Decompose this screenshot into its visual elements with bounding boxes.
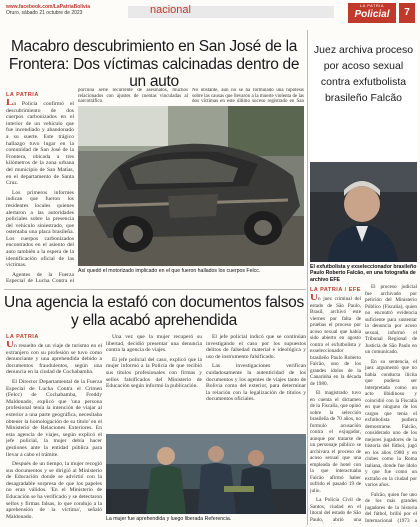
article1-paragraph: porcuna serie recurrente de asesinatos, muchos relacionados con ajustes de cuentas vinculadas al narcotráfico. [78,88,188,104]
arrest-photo [106,434,306,514]
article1-paragraph: Los primeros informes indican que fueron los residentes locales quienes alertaron a las autoridades policiales sobre la presencia del vehículo siniestrado, que ostentaba una placa brasileña. Los cuerpos carbonizados encontrados en el asiento del auto también a la espera de la identificación oficial de las víctimas. [6,189,74,269]
sidebar-paragraph: La Policía Civil de Santos, ciudad en el litoral del estado de São Paulo, abrió una [310,497,361,523]
article2-headline: Una agencia la estafó con documentos falsos y ella acabó aprehendida [4,294,304,329]
page-number: 7 [399,3,415,23]
sidebar-lead-letter: U [310,294,318,303]
sidebar-paragraph: n juez criminal del estado de São Paulo, Brasil, archivó este viernes por falta de pruebas el proceso por acoso sexual que había sido abierto en agosto contra el exfutbolista y exseleccionador brasileño Paulo Roberto Falcão, uno de los grandes ídolos de la Canarinha en la década de 1980. [310,296,361,387]
column-divider [307,30,308,525]
sidebar-paragraph: El proceso judicial fue archivado por petición del Ministerio Público (Fiscalía), quien no encontró evidencia suficiente para sustentar la denuncia por acoso sexual, informó el Tribunal Regional de Justicia de São Paulo en un comunicado. [365,284,417,355]
article2-paragraph: Después de un tiempo, la mujer recogió sus documentos y se dirigió al Ministerio de Educación donde se advirtió con la desagradable sorpresa de que los papeles no eran válidos. 'En el Ministerio de Educación se ha verificado y se detectaron sellos y firmas falsas, lo que condujo a la aprehensión de la víctima', señaló Maldonado. [6,461,102,520]
article2-column-left [6,341,102,523]
article-divider [4,289,306,290]
article2-paragraph: El jefe policial del caso, explicó que la mujer informó a la Policía de que recibió sus títulos profesionales con firmas y sellos falsificados del Ministerio de Educación según informó la publicación. [106,356,202,390]
article1-paragraph: Agentes de la Fuerza Especial de Lucha Contra el [6,271,74,284]
article1-paragraph: a Policía confirmó el descubrimiento de dos cuerpos carbonizados en el interior de un vehículo que fue incendiado y abandonado a su suerte. Este trágico hallazgo tuvo lugar en la comunidad de San José de la Frontera, ubicada a tres kilómetros de la zona urbana del municipio de San Matías, en el departamento de Santa Cruz. [6,101,74,187]
sidebar-column-right [365,284,417,524]
article2-lead-letter: U [6,341,14,350]
article2-paragraph: Una vez que la mujer recuperó su libertad, decidió presentar una denuncia contra la agencia de viajes. [106,334,202,354]
burned-car-photo [78,106,304,266]
arrest-image [106,434,306,514]
page-header [0,0,420,38]
falcao-image [310,162,417,262]
article1-photo-caption: Así quedó el motorizado implicado en el que fueron hallados los cuerpos Felcc. [78,268,261,274]
article1-column-top-right [192,88,304,104]
newspaper-logo [348,3,396,23]
logo-line2: Policial [354,9,390,20]
sidebar-byline: LA PATRIA / EFE [310,287,361,293]
header-source: www.facebook.com/LaPatriaBolivia [6,4,91,10]
sidebar-headline: Juez archiva proceso por acoso sexual contra exfutbolista brasileño Falcão [313,44,414,104]
sidebar-photo-caption: El exfutbolista y exseleccionador brasileño Paulo Roberto Falcão, en una fotografía de archivo EFE [310,264,417,283]
sidebar-paragraph: Falcão, quien fue uno de los más grandes jugadores de la historia del fútbol, brilló por el Internacional (1973 a [365,491,417,524]
sidebar-paragraph: El magistrado tuvo en cuenta el dictamen de la Fiscalía, que opinó sobre la selección brasileña de 70 años, no formuló acusación contra el exjugador, aunque por tratarse de un personaje público se archivara el proceso de acoso sexual que una empleada de hotel con la que interactuaba Falcão afirmó haber sufrido el pasado 19 de julio. [310,390,361,494]
article2-column-mid [106,334,202,432]
article1-column-top-mid [78,88,188,104]
header-date: Oruro, sábado 21 octubre de 2023 [6,10,83,16]
article2-column-right [206,334,306,432]
article2-byline: LA PATRIA [6,334,39,340]
sidebar-headline-box [310,40,417,160]
article1-lead-letter: L [6,99,14,108]
header-meta [6,4,90,16]
article1-column-left [6,99,74,284]
burned-car-image [78,106,304,266]
sidebar-paragraph: En su sentencia, el juez argumentó que no había conducta ilícita que pudiera ser interpretada como un acto libidinoso y coincidió con la Fiscalía en que ninguno de los cargos que tenía el exfutbolista pudiera demostrarse. Falcão, considerado uno de los mejores jugadores de la historia del fútbol, jugó en los años 1980 y en clubes como la Roma italiana, donde fue ídolo y que fue como un extraño en la ciudad por varios años. [365,358,417,488]
article2-paragraph: n resuelto de un viaje de turismo en el extranjero con su profesión se tuvo como denunciante y una aprehendida debido a documentos fraudulentos, según una denuncia en la ciudad de Cochabamba. [6,343,102,376]
article2-paragraph: El Director Departamental de la Fuerza Especial de Lucha Contra el Crimen (Felcc) de Cochabamba, Freddy Maldonado, explicó que 'una persona profesional tenía la intención de viajar al exterior a una parte geográfica, necesitaba obtener la homologación de su título' en el Ministerio de Relaciones Exteriores. En esta agencia de viajes, según explicó el jefe policial, la mujer debía hacer gestiones ante la entidad pública para llevar a cabo el trámite. [6,378,102,458]
article2-paragraph: El jefe policial indicó que se continúan investigando el caso por los supuestos delitos de falsedad material e ideológica y uso de instrumento falsificado. [206,334,306,360]
article2-photo-caption: La mujer fue aprehendida y luego liberada Referencia. [106,516,232,522]
article1-paragraph: No obstante, aún no se ha formulado una hipótesis sobre las causas que llevaron a la muerte violenta de las dos víctimas en este último suceso registrado en San [192,88,304,104]
article1-headline: Macabro descubrimiento en San José de la Frontera: Dos víctimas calcinadas dentro de un auto [8,38,300,90]
article1-byline: LA PATRIA [6,92,39,98]
logo-line1: LA PATRIA [359,3,385,8]
falcao-photo [310,162,417,262]
section-name: nacional [150,4,191,16]
sidebar-column-left [310,294,361,524]
article2-paragraph: Las investigaciones verifican cuidadosamente la autenticidad de los documentos y los agentes de viajes tanto de Bolivia como del exterior, para determinar la relación con la legalización de títulos y documentos oficiales. [206,363,306,403]
